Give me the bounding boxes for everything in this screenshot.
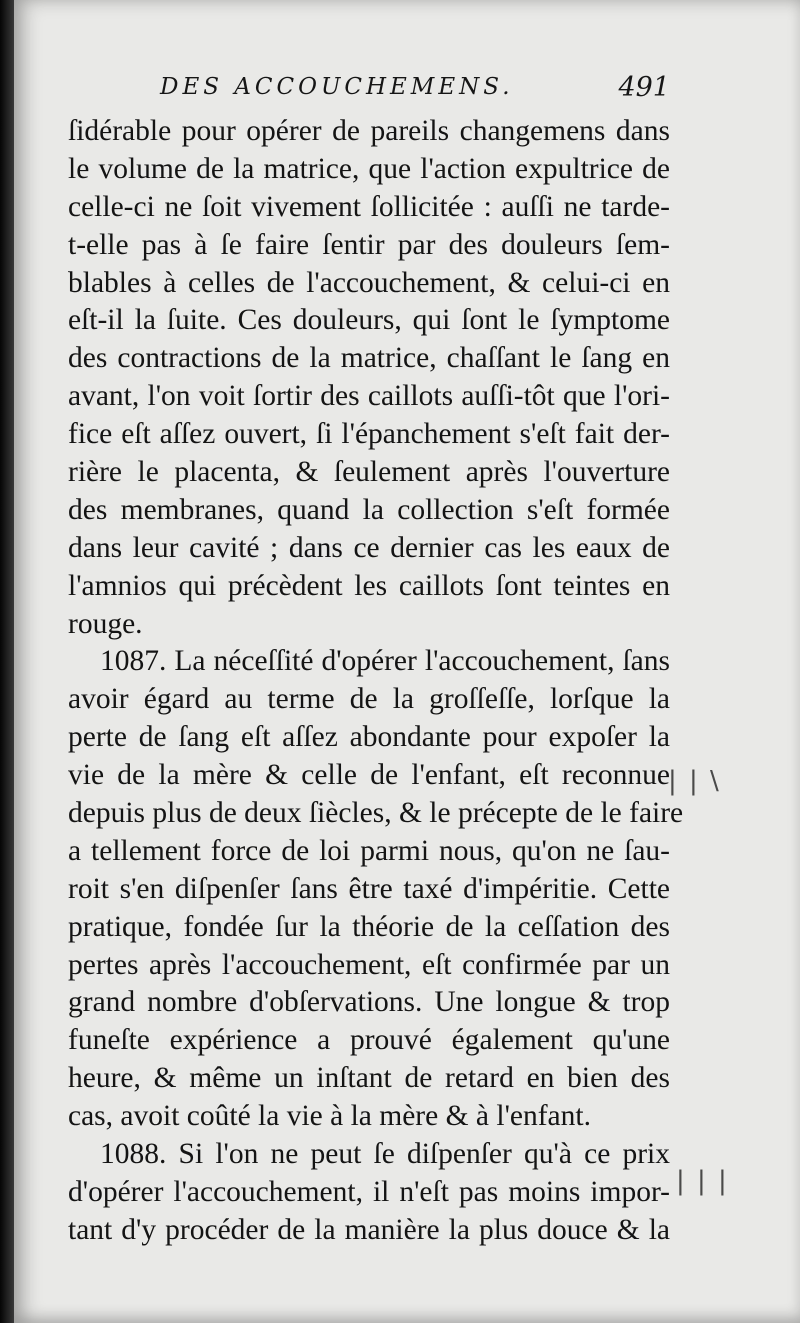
text-line: a tellement force de loi parmi nous, qu'on ne ſau- (68, 834, 670, 867)
text-line: fice eſt aſſez ouvert, ſi l'épanchement s'eſt fait der- (68, 418, 670, 451)
text-line: ſidérable pour opérer de pareils changemens dans (68, 115, 670, 147)
text-line: le volume de la matrice, que l'action expultrice de (68, 152, 670, 185)
text-line: depuis plus de deux ſiècles, & le précepte de le faire (68, 797, 684, 830)
text-line: pertes après l'accouchement, eſt confirmée par un (68, 948, 670, 981)
margin-pencil-mark: | | \ (668, 766, 721, 796)
text-line: perte de ſang eſt aſſez abondante pour expoſer la (68, 721, 670, 754)
paragraph-1087-start: 1087. La néceſſité d'opérer l'accouchement, ſans (100, 645, 670, 678)
text-line: roit s'en diſpenſer ſans être taxé d'impéritie. Cette (68, 872, 670, 905)
text-line: vie de la mère & celle de l'enfant, eſt reconnue (68, 759, 670, 792)
text-line: heure, & même un inſtant de retard en bien des (68, 1062, 670, 1095)
text-line: tant d'y procéder de la manière la plus douce & la (68, 1213, 670, 1246)
text-line: pratique, fondée ſur la théorie de la ceſſation des (68, 910, 670, 943)
page-edge-shadow (0, 0, 14, 1323)
margin-pencil-mark: | | | (676, 1166, 729, 1196)
text-line: funeſte expérience a prouvé également qu'une (68, 1024, 670, 1057)
page-header (160, 72, 670, 112)
text-line: avant, l'on voit ſortir des caillots auſſi-tôt que l'ori- (68, 380, 670, 413)
text-line: cas, avoit coûté la vie à la mère & à l'enfant. (68, 1100, 591, 1133)
paragraph-1088-start: 1088. Si l'on ne peut ſe diſpenſer qu'à ce prix (100, 1138, 670, 1171)
text-line: d'opérer l'accouchement, il n'eſt pas moins impor- (68, 1175, 670, 1208)
text-line: celle-ci ne ſoit vivement ſollicitée : auſſi ne tarde- (68, 190, 670, 223)
text-line: dans leur cavité ; dans ce dernier cas les eaux de (68, 531, 670, 564)
text-line: des membranes, quand la collection s'eſt formée (68, 493, 670, 526)
text-line: rière le placenta, & ſeulement après l'ouverture (68, 456, 670, 489)
book-page (14, 0, 800, 1323)
text-line: des contractions de la matrice, chaſſant le ſang en (68, 342, 670, 375)
text-line: eſt-il la ſuite. Ces douleurs, qui ſont le ſymptome (68, 304, 670, 337)
body-text (68, 113, 684, 1250)
text-line: grand nombre d'obſervations. Une longue & trop (68, 986, 670, 1019)
text-line: rouge. (68, 607, 143, 640)
text-line: avoir égard au terme de la groſſeſſe, lorſque la (68, 683, 670, 716)
text-line: t-elle pas à ſe faire ſentir par des douleurs ſem- (68, 228, 670, 261)
text-line: blables à celles de l'accouchement, & celui-ci en (68, 266, 670, 299)
text-line: l'amnios qui précèdent les caillots ſont teintes en (68, 569, 670, 602)
running-title: DES ACCOUCHEMENS. (160, 74, 514, 100)
page-number: 491 (618, 72, 670, 103)
